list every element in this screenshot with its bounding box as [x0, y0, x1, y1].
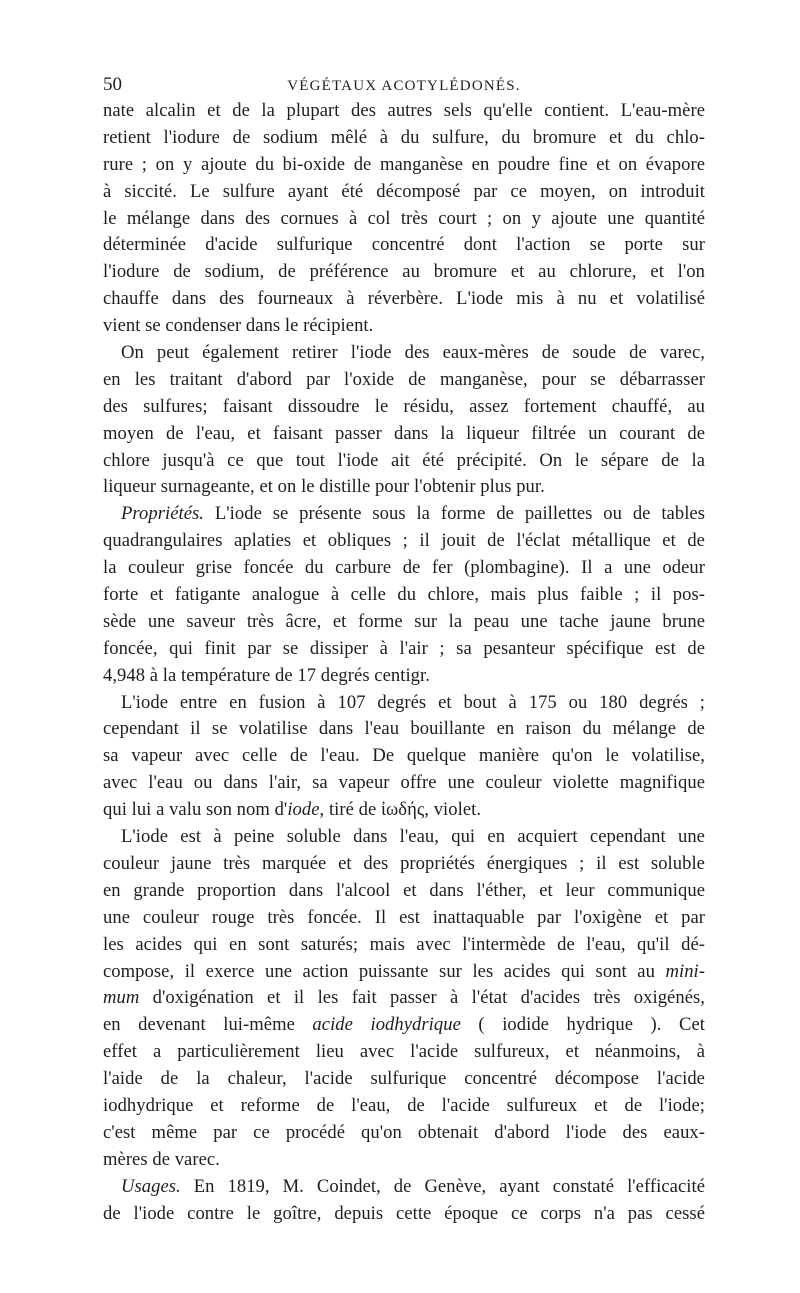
line-text: en grande proportion dans l'alcool et dans l'éther, et leur communique — [103, 879, 705, 901]
line-text: On peut également retirer l'iode des eaux-mères de soude de varec, — [121, 342, 705, 364]
line-text: en devenant lui-même — [103, 1014, 313, 1036]
line-text: chauffe dans des fourneaux à réverbère. L'iode mis à nu et volatilisé — [103, 288, 705, 310]
line-text: le mélange dans des cornues à col très court ; on y ajoute une quantité — [103, 207, 705, 229]
text-line — [103, 824, 705, 851]
text-line — [103, 797, 705, 824]
text-line — [103, 932, 705, 959]
text-line — [103, 636, 705, 663]
line-text: l'iodure de sodium, de préférence au bromure et au chlorure, et l'on — [103, 261, 705, 283]
text-line — [103, 985, 705, 1012]
text-line — [103, 340, 705, 367]
text-line — [103, 501, 705, 528]
line-text: effet a particulièrement lieu avec l'acide sulfureux, et néanmoins, à — [103, 1041, 705, 1063]
text-line — [103, 313, 705, 340]
line-text: cependant il se volatilise dans l'eau bouillante en raison du mélange de — [103, 718, 705, 740]
text-line — [103, 125, 705, 152]
text-line — [103, 905, 705, 932]
text-line — [103, 448, 705, 475]
text-line — [103, 582, 705, 609]
text-line — [103, 206, 705, 233]
line-text: vient se condenser dans le récipient. — [103, 315, 374, 337]
text-line — [103, 528, 705, 555]
text-line — [103, 394, 705, 421]
text-line — [103, 367, 705, 394]
line-text: l'aide de la chaleur, l'acide sulfurique concentré décompose l'acide — [103, 1068, 705, 1090]
line-text: 4,948 à la température de 17 degrés centigr. — [103, 664, 430, 686]
text-line — [103, 259, 705, 286]
text-line — [103, 959, 705, 986]
text-line — [103, 1147, 705, 1174]
line-text: iodhydrique et reforme de l'eau, de l'acide sulfureux et de l'iode; — [103, 1094, 705, 1116]
line-text: foncée, qui finit par se dissiper à l'air ; sa pesanteur spécifique est de — [103, 637, 705, 659]
text-line — [103, 1039, 705, 1066]
page-number: 50 — [103, 74, 122, 95]
line-text: L'iode entre en fusion à 107 degrés et bout à 175 ou 180 degrés ; — [121, 691, 705, 713]
text-line — [103, 743, 705, 770]
line-text: quadrangulaires aplaties et obliques ; il jouit de l'éclat métallique et de — [103, 530, 705, 552]
line-text: c'est même par ce procédé qu'on obtenait d'abord l'iode des eaux- — [103, 1121, 705, 1143]
italic-text: acide iodhydrique — [312, 1014, 461, 1036]
text-line — [103, 1201, 705, 1228]
line-text: En 1819, M. Coindet, de Genève, ayant constaté l'efficacité — [180, 1175, 705, 1197]
page-header — [103, 70, 705, 100]
text-line — [103, 690, 705, 717]
line-text: en les traitant d'abord par l'oxide de manganèse, pour se débarrasser — [103, 368, 705, 390]
line-text: , tiré de ἰωδής, violet. — [319, 799, 482, 821]
text-line — [103, 421, 705, 448]
line-text: à siccité. Le sulfure ayant été décomposé par ce moyen, on introduit — [103, 180, 705, 202]
text-line — [103, 98, 705, 125]
line-text: déterminée d'acide sulfurique concentré dont l'action se porte sur — [103, 234, 705, 256]
text-line — [103, 609, 705, 636]
text-line — [103, 1120, 705, 1147]
text-line — [103, 474, 705, 501]
body-text — [103, 98, 705, 1227]
text-line — [103, 716, 705, 743]
line-text: liqueur surnageante, et on le distille pour l'obtenir plus pur. — [103, 476, 545, 498]
line-text: L'iode est à peine soluble dans l'eau, qui en acquiert cependant une — [121, 826, 705, 848]
text-line — [103, 152, 705, 179]
line-text: moyen de l'eau, et faisant passer dans la liqueur filtrée un courant de — [103, 422, 705, 444]
running-head: VÉGÉTAUX ACOTYLÉDONÉS. — [287, 78, 521, 94]
italic-text: mini- — [665, 960, 705, 982]
line-text: compose, il exerce une action puissante sur les acides qui sont au — [103, 960, 666, 982]
line-text: sède une saveur très âcre, et forme sur la peau une tache jaune brune — [103, 610, 705, 632]
line-text: mères de varec. — [103, 1148, 220, 1170]
line-text: forte et fatigante analogue à celle du chlore, mais plus faible ; il pos- — [103, 584, 705, 606]
line-text: chlore jusqu'à ce que tout l'iode ait été précipité. On le sépare de la — [103, 449, 705, 471]
line-text: la couleur grise foncée du carbure de fer (plombagine). Il a une odeur — [103, 557, 705, 579]
line-text: ( iodide hydrique ). Cet — [460, 1014, 705, 1036]
italic-text: Usages. — [121, 1175, 181, 1197]
text-line — [103, 286, 705, 313]
text-line — [103, 232, 705, 259]
text-line — [103, 1012, 705, 1039]
text-line — [103, 1174, 705, 1201]
line-text: les acides qui en sont saturés; mais avec l'intermède de l'eau, qu'il dé- — [103, 933, 705, 955]
line-text: avec l'eau ou dans l'air, sa vapeur offre une couleur violette magnifique — [103, 772, 705, 794]
line-text: L'iode se présente sous la forme de paillettes ou de tables — [204, 503, 705, 525]
text-line — [103, 878, 705, 905]
line-text: une couleur rouge très foncée. Il est inattaquable par l'oxigène et par — [103, 906, 705, 928]
line-text: sa vapeur avec celle de l'eau. De quelque manière qu'on le volatilise, — [103, 745, 705, 767]
text-line — [103, 851, 705, 878]
italic-text: iode — [287, 799, 320, 821]
text-line — [103, 1066, 705, 1093]
italic-text: Propriétés. — [121, 503, 205, 525]
line-text: des sulfures; faisant dissoudre le résidu, assez fortement chauffé, au — [103, 395, 705, 417]
text-line — [103, 663, 705, 690]
line-text: rure ; on y ajoute du bi-oxide de manganèse en poudre fine et on évapore — [103, 153, 705, 175]
text-line — [103, 1093, 705, 1120]
italic-text: mum — [103, 987, 140, 1009]
line-text: d'oxigénation et il les fait passer à l'état d'acides très oxigénés, — [139, 987, 705, 1009]
line-text: couleur jaune très marquée et des propriétés énergiques ; il est soluble — [103, 852, 705, 874]
line-text: qui lui a valu son nom d' — [103, 799, 288, 821]
text-line — [103, 555, 705, 582]
line-text: nate alcalin et de la plupart des autres sels qu'elle contient. L'eau-mère — [103, 100, 705, 121]
line-text: retient l'iodure de sodium mêlé à du sulfure, du bromure et du chlo- — [103, 126, 705, 148]
text-line — [103, 770, 705, 797]
text-line — [103, 179, 705, 206]
line-text: de l'iode contre le goître, depuis cette époque ce corps n'a pas cessé — [103, 1202, 705, 1224]
